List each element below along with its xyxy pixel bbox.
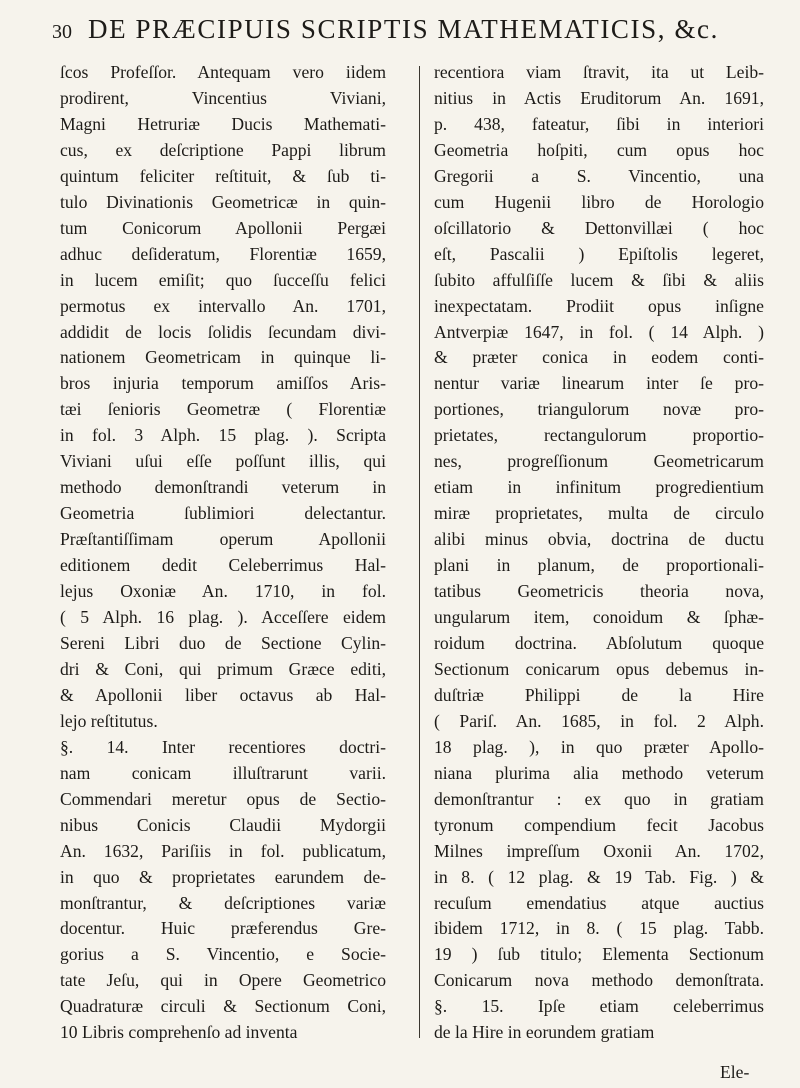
- text-line: roidum doctrina. Abſolutum quoque: [434, 632, 764, 653]
- text-line: Conicarum nova methodo demonſtrata.: [434, 970, 764, 991]
- text-line: recuſum emendatius atque auctius: [434, 892, 764, 913]
- running-title: DE PRÆCIPUIS SCRIPTIS MATHEMATICIS, &c.: [88, 14, 719, 44]
- text-line: An. 1632, Pariſiis in fol. publicatum,: [60, 840, 386, 861]
- right-column: [434, 60, 764, 1046]
- text-line: ( Pariſ. An. 1685, in fol. 2 Alph.: [434, 710, 764, 731]
- text-line: in 8. ( 12 plag. & 19 Tab. Fig. ) &: [434, 866, 764, 887]
- text-line: permotus ex intervallo An. 1701,: [60, 295, 386, 316]
- text-line: in quo & proprietates earundem de-: [60, 866, 386, 887]
- page-number: 30: [52, 21, 72, 43]
- text-line: §. 14. Inter recentiores doctri-: [60, 736, 386, 757]
- text-line: miræ proprietates, multa de circulo: [434, 503, 764, 524]
- text-line: Commendari meretur opus de Sectio-: [60, 788, 386, 809]
- text-line: quintum feliciter reſtituit, & ſub ti-: [60, 165, 386, 186]
- text-line: Præſtantiſſimam operum Apollonii: [60, 529, 386, 550]
- running-header: [52, 14, 772, 54]
- text-line: Gregorii a S. Vincentio, una: [434, 165, 764, 186]
- text-line: niana plurima alia methodo veterum: [434, 762, 764, 783]
- text-line: ibidem 1712, in 8. ( 15 plag. Tabb.: [434, 918, 764, 939]
- text-line: tate Jeſu, qui in Opere Geometrico: [60, 970, 386, 991]
- text-line: lejo reſtitutus.: [60, 710, 158, 731]
- text-line: alibi minus obvia, doctrina de ductu: [434, 529, 764, 550]
- text-line: de la Hire in eorundem gratiam: [434, 1022, 655, 1043]
- text-line: nentur variæ linearum inter ſe pro-: [434, 373, 764, 394]
- text-line: docentur. Huic præferendus Gre-: [60, 918, 386, 939]
- text-line: Quadraturæ circuli & Sectionum Coni,: [60, 996, 386, 1017]
- text-line: tæi ſenioris Geometræ ( Florentiæ: [60, 399, 386, 420]
- text-line: Magni Hetruriæ Ducis Mathemati-: [60, 113, 386, 134]
- text-line: Viviani uſui eſſe poſſunt illis, qui: [60, 451, 386, 472]
- text-line: in lucem emiſit; quo ſucceſſu felici: [60, 269, 386, 290]
- text-line: methodo demonſtrandi veterum in: [60, 477, 386, 498]
- text-line: addidit de locis ſolidis ſecundam divi-: [60, 321, 386, 342]
- text-line: inexpectatam. Prodiit opus inſigne: [434, 295, 764, 316]
- text-line: & præter conica in eodem conti-: [434, 347, 764, 368]
- column-divider: [419, 66, 420, 1038]
- text-line: §. 15. Ipſe etiam celeberrimus: [434, 996, 764, 1017]
- text-line: duſtriæ Philippi de la Hire: [434, 684, 764, 705]
- text-line: Antverpiæ 1647, in fol. ( 14 Alph. ): [434, 321, 764, 342]
- text-line: tulo Divinationis Geometricæ in quin-: [60, 191, 386, 212]
- left-column: [60, 60, 386, 1046]
- text-line: monſtrantur, & deſcriptiones variæ: [60, 892, 386, 913]
- text-line: & Apollonii liber octavus ab Hal-: [60, 684, 386, 705]
- text-line: Milnes impreſſum Oxonii An. 1702,: [434, 840, 764, 861]
- text-line: cum Hugenii libro de Horologio: [434, 191, 764, 212]
- text-line: ( 5 Alph. 16 plag. ). Acceſſere eidem: [60, 607, 386, 628]
- text-line: nitius in Actis Eruditorum An. 1691,: [434, 87, 764, 108]
- text-line: etiam in infinitum progredientium: [434, 477, 764, 498]
- text-line: tatibus Geometricis theoria nova,: [434, 581, 764, 602]
- text-line: in fol. 3 Alph. 15 plag. ). Scripta: [60, 425, 386, 446]
- text-line: lejus Oxoniæ An. 1710, in fol.: [60, 581, 386, 602]
- text-line: recentiora viam ſtravit, ita ut Leib-: [434, 62, 764, 82]
- text-line: plani in planum, de proportionali-: [434, 555, 764, 576]
- text-line: 18 plag. ), in quo præter Apollo-: [434, 736, 764, 757]
- text-line: 19 ) ſub titulo; Elementa Sectionum: [434, 944, 764, 965]
- text-line: tum Conicorum Apollonii Pergæi: [60, 217, 386, 238]
- text-line: p. 438, fateatur, ſibi in interiori: [434, 113, 764, 134]
- text-line: nibus Conicis Claudii Mydorgii: [60, 814, 386, 835]
- text-line: editionem dedit Celeberrimus Hal-: [60, 555, 386, 576]
- text-line: ſubito affulſiſſe lucem & ſibi & aliis: [434, 269, 764, 290]
- text-line: portiones, triangulorum novæ pro-: [434, 399, 764, 420]
- text-line: prietates, rectangulorum proportio-: [434, 425, 764, 446]
- text-line: 10 Libris comprehenſo ad inventa: [60, 1022, 298, 1043]
- text-line: ſcos Profeſſor. Antequam vero iidem: [60, 62, 386, 82]
- text-line: demonſtrantur : ex quo in gratiam: [434, 788, 764, 809]
- text-line: nes, progreſſionum Geometricarum: [434, 451, 764, 472]
- text-line: prodirent, Vincentius Viviani,: [60, 87, 386, 108]
- catchword: Ele-: [720, 1062, 750, 1082]
- text-line: Sereni Libri duo de Sectione Cylin-: [60, 632, 386, 653]
- text-line: adhuc deſideratum, Florentiæ 1659,: [60, 243, 386, 264]
- text-line: Sectionum conicarum opus debemus in-: [434, 658, 764, 679]
- text-line: tyronum compendium fecit Jacobus: [434, 814, 764, 835]
- text-line: dri & Coni, qui primum Græce editi,: [60, 658, 386, 679]
- text-line: Geometria ſublimiori delectantur.: [60, 503, 386, 524]
- text-line: nam conicam illuſtrarunt varii.: [60, 762, 386, 783]
- text-line: Geometria hoſpiti, cum opus hoc: [434, 139, 764, 160]
- text-line: eſt, Pascalii ) Epiſtolis legeret,: [434, 243, 764, 264]
- text-line: ungularum item, conoidum & ſphæ-: [434, 607, 764, 628]
- text-line: nationem Geometricam in quinque li-: [60, 347, 386, 368]
- text-line: oſcillatorio & Dettonvillæi ( hoc: [434, 217, 764, 238]
- text-line: gorius a S. Vincentio, e Socie-: [60, 944, 386, 965]
- text-line: bros injuria temporum amiſſos Aris-: [60, 373, 386, 394]
- text-line: cus, ex deſcriptione Pappi librum: [60, 139, 386, 160]
